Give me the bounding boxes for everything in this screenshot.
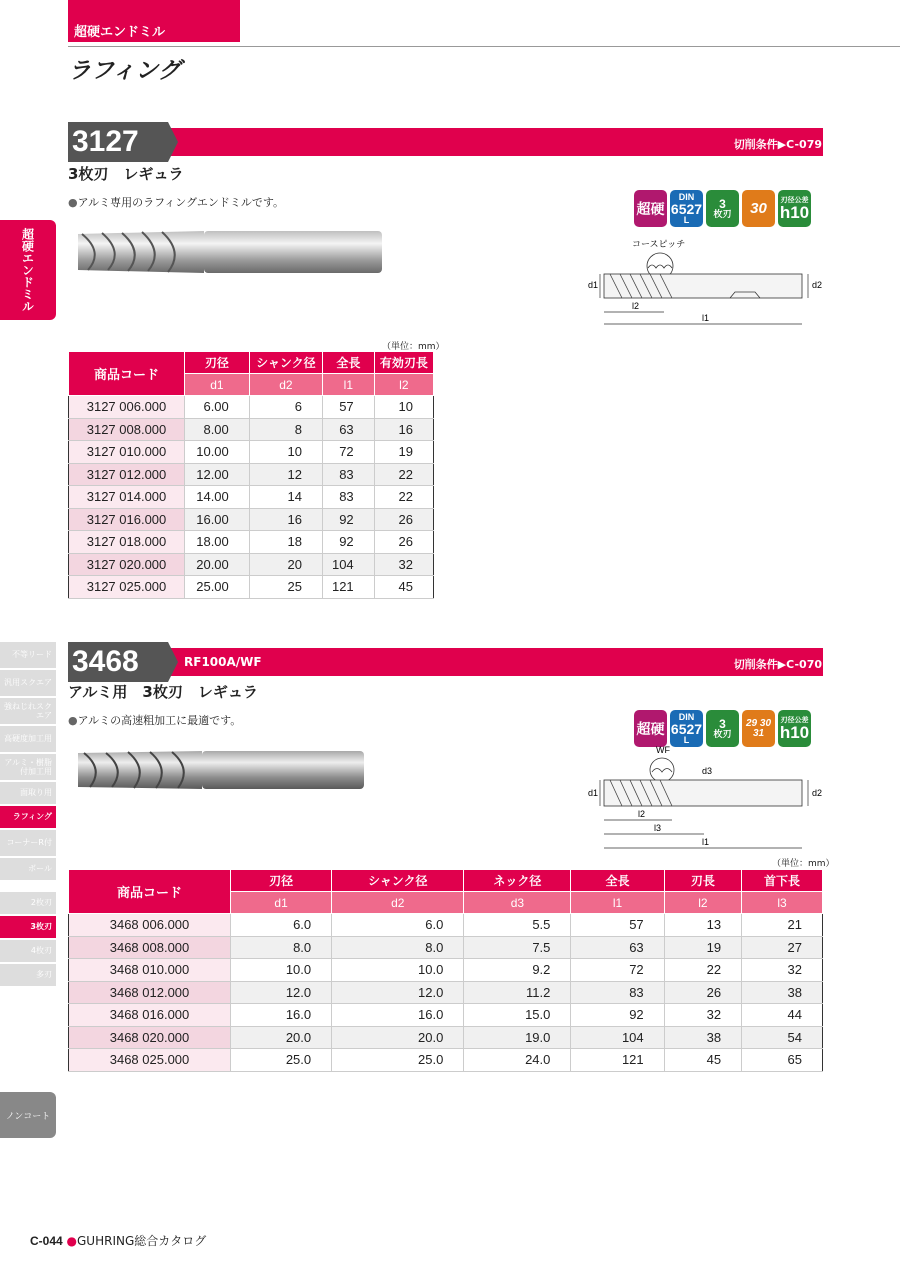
value-cell: 25 [249, 576, 322, 599]
sidebar-flute-multi[interactable]: 多刃 [0, 964, 56, 986]
value-cell: 83 [323, 463, 375, 486]
value-cell: 22 [664, 959, 741, 982]
value-cell: 25.00 [185, 576, 250, 599]
value-cell: 8 [249, 418, 322, 441]
product-code-cell: 3127 012.000 [69, 463, 185, 486]
table-row [69, 981, 823, 1004]
sidebar-item-chamfer[interactable]: 面取り用 [0, 782, 56, 804]
value-cell: 16.0 [332, 1004, 464, 1027]
value-cell: 21 [742, 914, 823, 937]
value-cell: 92 [571, 1004, 664, 1027]
value-cell: 44 [742, 1004, 823, 1027]
value-cell: 54 [742, 1026, 823, 1049]
section-band-3468 [68, 648, 823, 676]
spec-table-3127 [68, 351, 434, 599]
svg-text:WF: WF [656, 745, 670, 755]
value-cell: 32 [664, 1004, 741, 1027]
value-cell: 20 [249, 553, 322, 576]
value-cell: 72 [571, 959, 664, 982]
svg-text:コースピッチ: コースピッチ [632, 239, 686, 249]
value-cell: 6.0 [231, 914, 332, 937]
sub-header-d3: d3 [464, 892, 571, 914]
product-code-cell: 3127 018.000 [69, 531, 185, 554]
footer-bullet-icon: ● [66, 1234, 77, 1248]
value-cell: 10.00 [185, 441, 250, 464]
table-row [69, 463, 434, 486]
flute-count-icon: 3 枚刃 [706, 710, 739, 747]
page-footer [30, 1232, 206, 1249]
sub-header-l1: l1 [571, 892, 664, 914]
value-cell: 45 [664, 1049, 741, 1072]
band-arrow [168, 642, 178, 682]
value-cell: 72 [323, 441, 375, 464]
svg-text:l3: l3 [654, 823, 662, 833]
value-cell: 92 [323, 531, 375, 554]
value-cell: 32 [374, 553, 433, 576]
table-row [69, 508, 434, 531]
feature-note: ● アルミ専用のラフィングエンドミルです。 [68, 194, 284, 210]
sidebar-main-tab[interactable]: 超硬エンドミル [0, 220, 56, 320]
section-subtitle: 3枚刃 レギュラ [68, 165, 184, 183]
value-cell: 22 [374, 486, 433, 509]
sidebar-item-corner-radius[interactable]: コーナーR付 [0, 830, 56, 856]
col-header-code: 商品コード [69, 870, 231, 914]
value-cell: 121 [323, 576, 375, 599]
tolerance-icon: 刃径公差 h10 [778, 710, 811, 747]
value-cell: 15.0 [464, 1004, 571, 1027]
value-cell: 22 [374, 463, 433, 486]
tolerance-icon: 刃径公差 h10 [778, 190, 811, 227]
value-cell: 5.5 [464, 914, 571, 937]
sub-header-l2: l2 [664, 892, 741, 914]
cutting-conditions-link[interactable]: 切削条件▶C-079 [733, 138, 822, 151]
spec-icons [634, 710, 811, 747]
product-number: 3468 [68, 642, 168, 682]
value-cell: 9.2 [464, 959, 571, 982]
sidebar-flute-2[interactable]: 2枚刃 [0, 892, 56, 914]
table-row [69, 936, 823, 959]
page-number: C-044 [30, 1234, 63, 1248]
din-standard-icon: DIN 6527 L [670, 190, 703, 227]
value-cell: 45 [374, 576, 433, 599]
value-cell: 26 [664, 981, 741, 1004]
helix-angle-icon: 29 30 31 [742, 710, 775, 747]
sidebar-item-high-helix-square[interactable]: 強ねじれスクエア [0, 698, 56, 724]
value-cell: 10 [374, 396, 433, 419]
value-cell: 26 [374, 508, 433, 531]
value-cell: 104 [323, 553, 375, 576]
table-row [69, 1026, 823, 1049]
table-row [69, 1049, 823, 1072]
sidebar-item-aluminum-resin[interactable]: アルミ・樹脂付加工用 [0, 754, 56, 780]
model-tag: RF100A/WF [184, 655, 262, 669]
value-cell: 12 [249, 463, 322, 486]
table-row [69, 553, 434, 576]
col-header-shank: シャンク径 [249, 352, 322, 374]
col-header-flute-length: 刃長 [664, 870, 741, 892]
value-cell: 18 [249, 531, 322, 554]
spec-table-3468 [68, 869, 823, 1072]
sub-header-d2: d2 [249, 374, 322, 396]
value-cell: 38 [742, 981, 823, 1004]
table-row [69, 959, 823, 982]
value-cell: 26 [374, 531, 433, 554]
product-code-cell: 3468 020.000 [69, 1026, 231, 1049]
svg-text:l1: l1 [702, 837, 710, 847]
unit-note: （単位：mm） [382, 342, 445, 352]
spec-icons [634, 190, 811, 227]
product-code-cell: 3127 006.000 [69, 396, 185, 419]
category-tab: 超硬エンドミル [68, 0, 240, 42]
header-rule [68, 46, 900, 47]
value-cell: 10.0 [231, 959, 332, 982]
table-row [69, 576, 434, 599]
value-cell: 25.0 [332, 1049, 464, 1072]
product-code-cell: 3127 014.000 [69, 486, 185, 509]
section-subtitle: アルミ用 3枚刃 レギュラ [68, 683, 258, 701]
product-code-cell: 3468 025.000 [69, 1049, 231, 1072]
value-cell: 19 [664, 936, 741, 959]
section-band-3127 [68, 128, 823, 156]
table-row [69, 486, 434, 509]
value-cell: 83 [571, 981, 664, 1004]
value-cell: 13 [664, 914, 741, 937]
table-row [69, 418, 434, 441]
svg-text:l2: l2 [632, 301, 640, 311]
sub-header-l3: l3 [742, 892, 823, 914]
sidebar-flute-4[interactable]: 4枚刃 [0, 940, 56, 962]
table-row [69, 914, 823, 937]
svg-text:d2: d2 [812, 788, 823, 798]
product-photo-3468 [74, 745, 368, 795]
carbide-icon: 超硬 [634, 190, 667, 227]
table-row [69, 531, 434, 554]
value-cell: 38 [664, 1026, 741, 1049]
value-cell: 8.0 [332, 936, 464, 959]
catalog-name: GUHRING総合カタログ [77, 1234, 207, 1248]
svg-text:l1: l1 [702, 313, 710, 323]
product-code-cell: 3468 012.000 [69, 981, 231, 1004]
col-header-flute-length: 有効刃長 [374, 352, 433, 374]
product-code-cell: 3468 006.000 [69, 914, 231, 937]
value-cell: 25.0 [231, 1049, 332, 1072]
col-header-diameter: 刃径 [231, 870, 332, 892]
product-code-cell: 3127 025.000 [69, 576, 185, 599]
value-cell: 16 [374, 418, 433, 441]
table-row [69, 1004, 823, 1027]
table-row [69, 396, 434, 419]
value-cell: 57 [323, 396, 375, 419]
value-cell: 57 [571, 914, 664, 937]
helix-angle-icon: 30 [742, 190, 775, 227]
unit-note: （単位：mm） [772, 859, 835, 869]
value-cell: 18.00 [185, 531, 250, 554]
svg-text:l2: l2 [638, 809, 646, 819]
product-photo-3127 [74, 222, 386, 282]
sidebar-item-irregular-lead[interactable]: 不等リード [0, 642, 56, 668]
value-cell: 6.0 [332, 914, 464, 937]
sub-header-l2: l2 [374, 374, 433, 396]
product-code-cell: 3127 020.000 [69, 553, 185, 576]
col-header-code: 商品コード [69, 352, 185, 396]
value-cell: 20.0 [332, 1026, 464, 1049]
svg-text:d3: d3 [702, 766, 713, 776]
sub-header-d2: d2 [332, 892, 464, 914]
value-cell: 12.00 [185, 463, 250, 486]
band-arrow [168, 122, 178, 162]
value-cell: 8.0 [231, 936, 332, 959]
value-cell: 12.0 [231, 981, 332, 1004]
sidebar-item-roughing[interactable]: ラフィング [0, 806, 56, 828]
value-cell: 65 [742, 1049, 823, 1072]
dimension-diagram-3127 [580, 236, 830, 332]
carbide-icon: 超硬 [634, 710, 667, 747]
feature-note: ● アルミの高速粗加工に最適です。 [68, 712, 241, 728]
svg-text:d1: d1 [588, 280, 599, 290]
value-cell: 16.00 [185, 508, 250, 531]
product-code-cell: 3127 016.000 [69, 508, 185, 531]
value-cell: 14.00 [185, 486, 250, 509]
value-cell: 121 [571, 1049, 664, 1072]
value-cell: 83 [323, 486, 375, 509]
value-cell: 19 [374, 441, 433, 464]
value-cell: 63 [323, 418, 375, 441]
sidebar-flute-3[interactable]: 3枚刃 [0, 916, 56, 938]
col-header-neck: ネック径 [464, 870, 571, 892]
value-cell: 92 [323, 508, 375, 531]
value-cell: 104 [571, 1026, 664, 1049]
product-code-cell: 3468 010.000 [69, 959, 231, 982]
product-code-cell: 3127 010.000 [69, 441, 185, 464]
sub-header-d1: d1 [185, 374, 250, 396]
col-header-reach: 首下長 [742, 870, 823, 892]
product-code-cell: 3468 008.000 [69, 936, 231, 959]
value-cell: 6 [249, 396, 322, 419]
value-cell: 10.0 [332, 959, 464, 982]
sidebar-noncoat-tab[interactable]: ノンコート [0, 1092, 56, 1138]
sidebar-item-general-square[interactable]: 汎用スクエア [0, 670, 56, 696]
value-cell: 10 [249, 441, 322, 464]
svg-text:d1: d1 [588, 788, 599, 798]
col-header-diameter: 刃径 [185, 352, 250, 374]
value-cell: 16.0 [231, 1004, 332, 1027]
value-cell: 7.5 [464, 936, 571, 959]
value-cell: 20.0 [231, 1026, 332, 1049]
sidebar-item-ball[interactable]: ボール [0, 858, 56, 880]
page-title: ラフィング [68, 58, 181, 84]
value-cell: 32 [742, 959, 823, 982]
table-row [69, 441, 434, 464]
value-cell: 24.0 [464, 1049, 571, 1072]
value-cell: 6.00 [185, 396, 250, 419]
product-number: 3127 [68, 122, 168, 162]
din-standard-icon: DIN 6527 L [670, 710, 703, 747]
value-cell: 16 [249, 508, 322, 531]
value-cell: 14 [249, 486, 322, 509]
value-cell: 8.00 [185, 418, 250, 441]
sidebar-item-hard-material[interactable]: 高硬度加工用 [0, 726, 56, 752]
sub-header-l1: l1 [323, 374, 375, 396]
col-header-length: 全長 [571, 870, 664, 892]
value-cell: 12.0 [332, 981, 464, 1004]
value-cell: 19.0 [464, 1026, 571, 1049]
flute-count-icon: 3 枚刃 [706, 190, 739, 227]
product-code-cell: 3468 016.000 [69, 1004, 231, 1027]
value-cell: 63 [571, 936, 664, 959]
product-code-cell: 3127 008.000 [69, 418, 185, 441]
value-cell: 11.2 [464, 981, 571, 1004]
value-cell: 20.00 [185, 553, 250, 576]
cutting-conditions-link[interactable]: 切削条件▶C-070 [733, 658, 822, 671]
dimension-diagram-3468 [580, 744, 830, 852]
value-cell: 27 [742, 936, 823, 959]
col-header-length: 全長 [323, 352, 375, 374]
svg-text:d2: d2 [812, 280, 823, 290]
sub-header-d1: d1 [231, 892, 332, 914]
col-header-shank: シャンク径 [332, 870, 464, 892]
